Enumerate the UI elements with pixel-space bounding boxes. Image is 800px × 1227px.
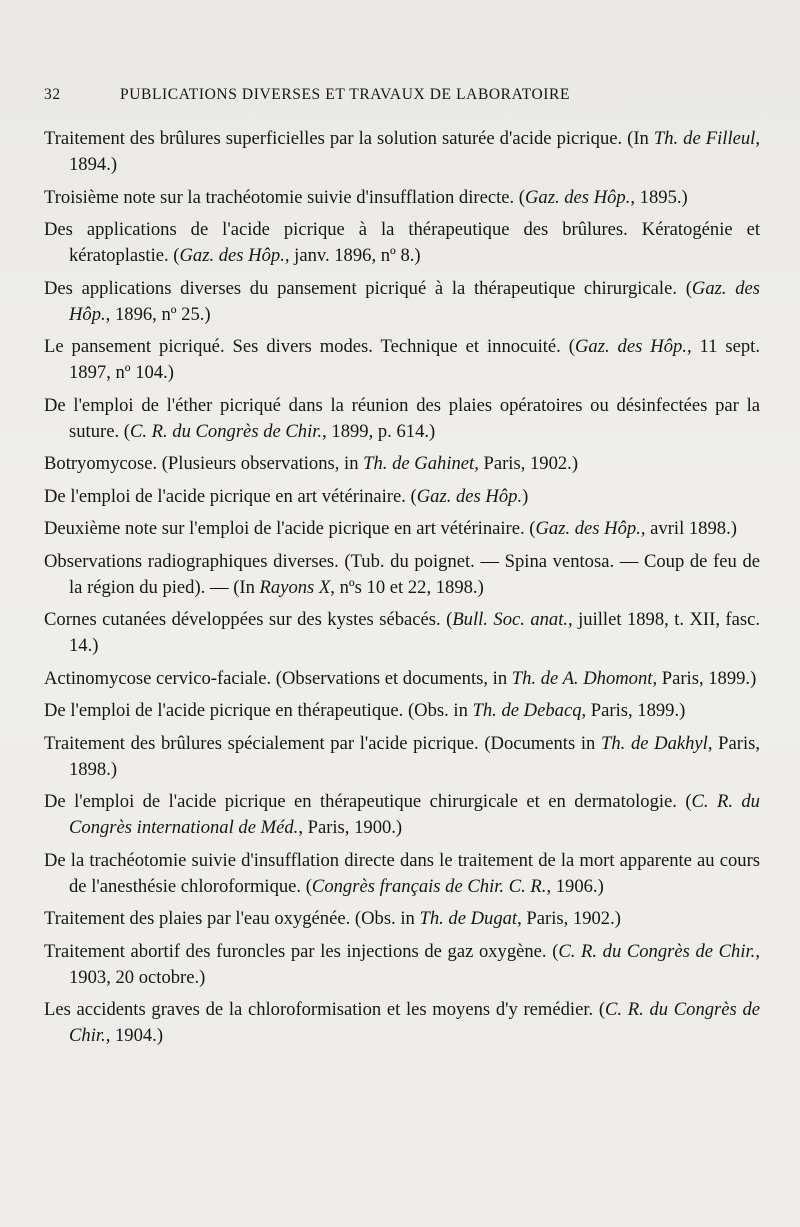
publication-entry: [44, 393, 760, 445]
entry-source: C. R. du Congrès de Chir.: [558, 940, 756, 962]
entry-source: C. R. du Congrès de Chir.: [69, 999, 760, 1046]
entry-details: , 1895.): [630, 186, 688, 208]
entry-source: Th. de Filleul: [653, 128, 756, 149]
publication-entry: [44, 997, 760, 1049]
publication-entry: [44, 334, 760, 386]
publication-entry: [44, 217, 760, 269]
entry-source: Th. de Gahinet,: [363, 453, 479, 474]
entry-text: Deuxième note sur l'emploi de l'acide picrique en art vétérinaire. (: [44, 518, 536, 539]
entry-text: Traitement des brûlures spécialement par l'acide picrique. (Documents in: [44, 732, 601, 754]
entry-source: Th. de Dugat: [419, 908, 518, 929]
publication-entry: [44, 731, 760, 783]
entry-text: Cornes cutanées développées sur des kystes sébacés. (: [44, 609, 453, 630]
entry-text: Observations radiographiques diverses. (Tub. du poignet. — Spina ventosa. — Coup de feu de la région du pied). — (In: [44, 550, 760, 598]
entry-text: Des applications diverses du pansement picriqué à la thérapeutique chirurgicale. (: [44, 277, 692, 299]
publication-entry: [44, 939, 760, 991]
entry-details: , 1894.): [69, 128, 760, 175]
header-title: PUBLICATIONS DIVERSES ET TRAVAUX DE LABORATOIRE: [120, 86, 571, 103]
publication-entry: [44, 848, 760, 900]
entry-text: Traitement des plaies par l'eau oxygénée. (Obs. in: [44, 908, 420, 929]
entry-source: Gaz. des Hôp.: [69, 277, 760, 325]
entry-text: De l'emploi de l'éther picriqué dans la réunion des plaies opératoires ou désinfectées par la suture. (: [44, 394, 760, 442]
entry-details: , 1899, p. 614.): [322, 420, 436, 442]
publication-entry: [44, 451, 760, 477]
entry-source: Th. de Dakhyl: [601, 732, 708, 754]
publication-list: [44, 126, 760, 1056]
entry-source: Th. de Debacq: [472, 700, 582, 721]
entry-text: De l'emploi de l'acide picrique en art vétérinaire. (: [44, 485, 417, 507]
publication-entry: [44, 276, 760, 328]
entry-text: De l'emploi de l'acide picrique en thérapeutique chirurgicale et en dermatologie. (: [44, 791, 692, 812]
entry-details: , 1906.): [546, 875, 604, 897]
publication-entry: [44, 516, 760, 542]
entry-details: , 1896, nº 25.): [105, 303, 211, 325]
entry-details: ): [522, 485, 529, 507]
entry-text: Le pansement picriqué. Ses divers modes. Technique et innocuité. (: [44, 336, 575, 357]
entry-details: , nºs 10 et 22, 1898.): [330, 576, 484, 598]
page-number: 32: [44, 86, 61, 103]
entry-source: Th. de A. Dhomont: [511, 667, 653, 689]
entry-text: Traitement des brûlures superficielles par la solution saturée d'acide picrique. (In: [44, 128, 654, 149]
entry-source: Gaz. des Hôp.: [179, 245, 285, 266]
entry-details: Paris, 1902.): [478, 453, 579, 474]
entry-source: C. R. du Congrès international de Méd.: [69, 791, 760, 838]
running-head: [44, 86, 759, 110]
entry-details: , avril 1898.): [640, 518, 737, 539]
entry-source: Rayons X: [259, 576, 331, 598]
entry-source: Gaz. des Hôp.: [574, 336, 687, 357]
publication-entry: [44, 607, 760, 659]
entry-details: , Paris, 1899.): [652, 667, 757, 689]
publication-entry: [44, 549, 760, 601]
entry-source: Bull. Soc. anat.: [452, 609, 569, 630]
entry-details: , Paris, 1900.): [298, 817, 403, 838]
publication-entry: [44, 185, 760, 211]
publication-entry: [44, 789, 760, 841]
entry-text: Actinomycose cervico-faciale. (Observations et documents, in: [44, 667, 512, 689]
entry-details: , juillet 1898, t. XII, fasc. 14.): [69, 609, 760, 656]
entry-source: C. R. du Congrès de Chir.: [129, 420, 323, 442]
entry-source: Gaz. des Hôp.: [525, 186, 631, 208]
entry-details: , 1904.): [105, 1025, 164, 1046]
entry-text: Troisième note sur la trachéotomie suivie d'insufflation directe. (: [44, 186, 525, 208]
publication-entry: [44, 906, 760, 932]
publication-entry: [44, 126, 760, 178]
entry-details: , janv. 1896, nº 8.): [284, 245, 421, 266]
publication-entry: [44, 698, 760, 724]
entry-details: , 1903, 20 octobre.): [69, 940, 760, 988]
entry-details: , 11 sept. 1897, nº 104.): [69, 336, 761, 383]
entry-details: , Paris, 1902.): [517, 908, 621, 929]
entry-text: De l'emploi de l'acide picrique en thérapeutique. (Obs. in: [44, 700, 473, 721]
entry-text: Traitement abortif des furoncles par les injections de gaz oxygène. (: [44, 940, 559, 962]
entry-text: Des applications de l'acide picrique à la thérapeutique des brûlures. Kératogénie et kératoplastie. (: [44, 219, 760, 266]
entry-source: Gaz. des Hôp.: [416, 485, 523, 507]
entry-source: Congrès français de Chir. C. R.: [311, 875, 547, 897]
entry-text: De la trachéotomie suivie d'insufflation directe dans le traitement de la mort apparente au cours de l'anesthésie chloroformique. (: [44, 849, 760, 897]
publication-entry: [44, 666, 760, 692]
entry-text: Les accidents graves de la chloroformisation et les moyens d'y remédier. (: [44, 999, 606, 1020]
entry-text: Botryomycose. (Plusieurs observations, in: [44, 453, 364, 474]
entry-source: Gaz. des Hôp.: [535, 518, 641, 539]
publication-entry: [44, 484, 760, 510]
entry-details: , Paris, 1898.): [69, 732, 761, 780]
entry-details: , Paris, 1899.): [581, 700, 686, 721]
